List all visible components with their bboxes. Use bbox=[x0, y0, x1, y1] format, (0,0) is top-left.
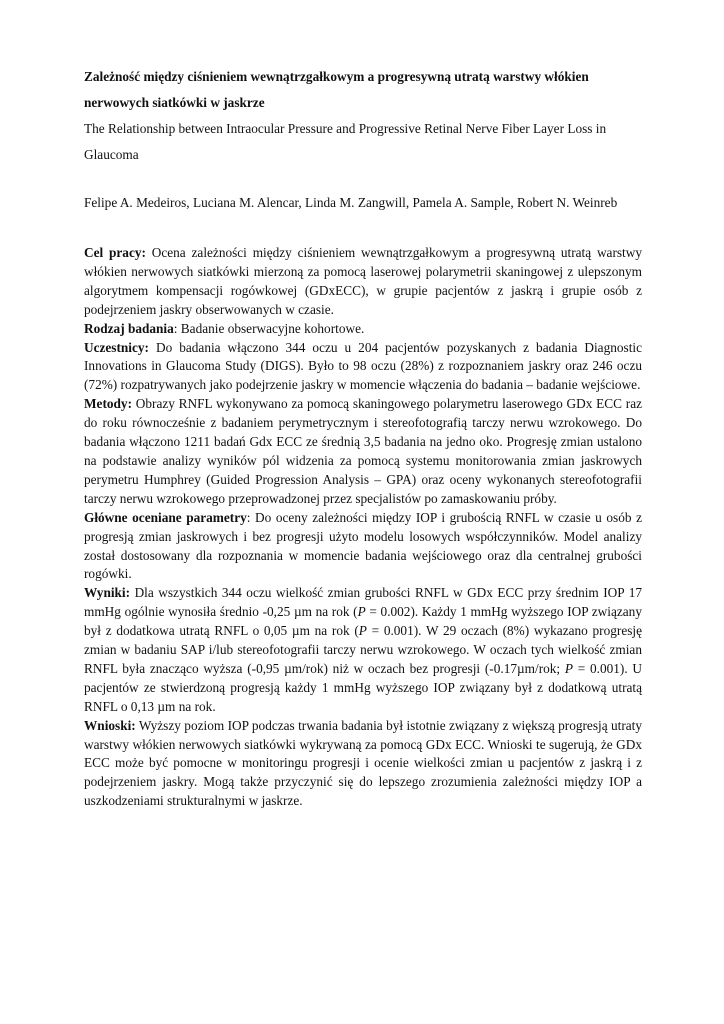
title-english: The Relationship between Intraocular Pressure and Progressive Retinal Nerve Fiber Layer Loss in Glaucoma bbox=[84, 121, 607, 162]
section-aim-label: Cel pracy: bbox=[84, 245, 146, 260]
section-methods bbox=[84, 395, 642, 508]
p-value-symbol: P bbox=[357, 604, 366, 620]
section-results-text-3: = 0.001). W 29 oczach (8%) wykazano progresję zmian w badaniu SAP i/lub stereofotografii tarczy nerwu wzrokowego. W oczach tych wielkość zmian RNFL była znacząco wyższa (-0,95 µm/rok) niż w oczach bez progresji (-0.17µm/rok; bbox=[84, 623, 642, 676]
section-participants bbox=[84, 339, 642, 396]
section-outcomes-text: : Do oceny zależności między IOP i grubością RNFL w czasie u osób z progresją zmian jaskrowych i bez progresji użyto modelu losowych współczynników. Model analizy został dostosowany dla rozpoznania w momencie badania wejściowego oraz dla centralnej grubości rogówki. bbox=[84, 509, 642, 582]
section-results-text-2: = 0.002). Każdy 1 mmHg wyższego IOP związany był z dodatkowa utratą RNFL o 0,05 µm na rok ( bbox=[84, 604, 642, 639]
section-outcomes-label: Główne oceniane parametry bbox=[84, 509, 247, 525]
section-design-text: : Badanie obserwacyjne kohortowe. bbox=[173, 320, 365, 336]
p-value-symbol: P bbox=[358, 623, 367, 639]
section-methods-label: Metody: bbox=[84, 396, 132, 412]
abstract bbox=[84, 244, 642, 811]
section-results-label: Wyniki: bbox=[84, 585, 131, 601]
section-results bbox=[84, 584, 642, 716]
section-participants-label: Uczestnicy: bbox=[84, 339, 149, 355]
section-participants-text: Do badania włączono 344 oczu u 204 pacjentów pozyskanych z badania Diagnostic Innovations in Glaucoma Study (DIGS). Było to 98 oczu (28%) z rozpoznaniem jaskry oraz 246 oczu (72%) rozpatrywanych jako podejrzenie jaskry w momencie włączenia do badania – badanie wejściowe. bbox=[84, 339, 642, 393]
section-aim-text: Ocena zależności między ciśnieniem wewnątrzgałkowym a progresywną utratą warstwy włókien nerwowych siatkówki mierzoną za pomocą laserowej polarymetrii skaningowej z ulepszonym algorytmem kompensacji rogówkowej (GDxECC), w grupie pacjentów z jaskrą i grupie osób z podejrzeniem jaskry obserwowanych w czasie. bbox=[84, 245, 642, 317]
section-conclusions bbox=[84, 717, 642, 812]
section-conclusions-text: Wyższy poziom IOP podczas trwania badania był istotnie związany z większą progresją utraty warstwy włókien nerwowych siatkówki wykrywaną za pomocą GDx ECC. Wnioski te sugerują, że GDx ECC może być pomocne w monitoringu progresji i ocenie wielkości zmian u pacjentów z jaskrą i z podejrzeniem jaskry. Mogą także przyczynić się do lepszego zrozumienia zależności między IOP a uszkodzeniami strukturalnymi w jaskrze. bbox=[84, 717, 642, 809]
p-value-symbol: P bbox=[564, 660, 573, 676]
section-results-text-4: = 0.001). U pacjentów ze stwierdzoną progresją każdy 1 mmHg wyższego IOP związany był z dodatkową utratą RNFL o 0,13 µm na rok. bbox=[84, 660, 642, 714]
section-aim bbox=[84, 244, 642, 320]
section-results-text-1: Dla wszystkich 344 oczu wielkość zmian grubości RNFL w GDx ECC przy średnim IOP 17 mmHg ogólnie wynosiła średnio -0,25 µm na rok ( bbox=[84, 585, 642, 620]
section-design bbox=[84, 320, 642, 339]
section-methods-text: Obrazy RNFL wykonywano za pomocą skaningowego polarymetru laserowego GDx ECC raz do roku równocześnie z badaniem perymetrycznym i stereofotografią tarczy nerwu wzrokowego. Do badania włączono 1211 badań Gdx ECC ze średnią 3,5 badania na jedno oko. Progresję zmian ustalono na podstawie analizy wyników pól widzenia za pomocą systemu monitorowania zmian jaskrowych perymetru Humphrey (Guided Progression Analysis – GPA) oraz oceny wykonanych stereofotografii tarczy nerwu wzrokowego przeprowadzonej przez specjalistów po zamaskowaniu próby. bbox=[84, 396, 642, 506]
section-outcomes bbox=[84, 509, 642, 585]
document-page bbox=[84, 64, 642, 811]
title-polish: Zależność między ciśnieniem wewnątrzgałkowym a progresywną utratą warstwy włókien nerwowych siatkówki w jaskrze bbox=[84, 69, 589, 110]
section-design-label: Rodzaj badania bbox=[84, 320, 174, 336]
section-conclusions-label: Wnioski: bbox=[84, 717, 136, 733]
author-list: Felipe A. Medeiros, Luciana M. Alencar, Linda M. Zangwill, Pamela A. Sample, Robert N. Weinreb bbox=[84, 195, 618, 210]
